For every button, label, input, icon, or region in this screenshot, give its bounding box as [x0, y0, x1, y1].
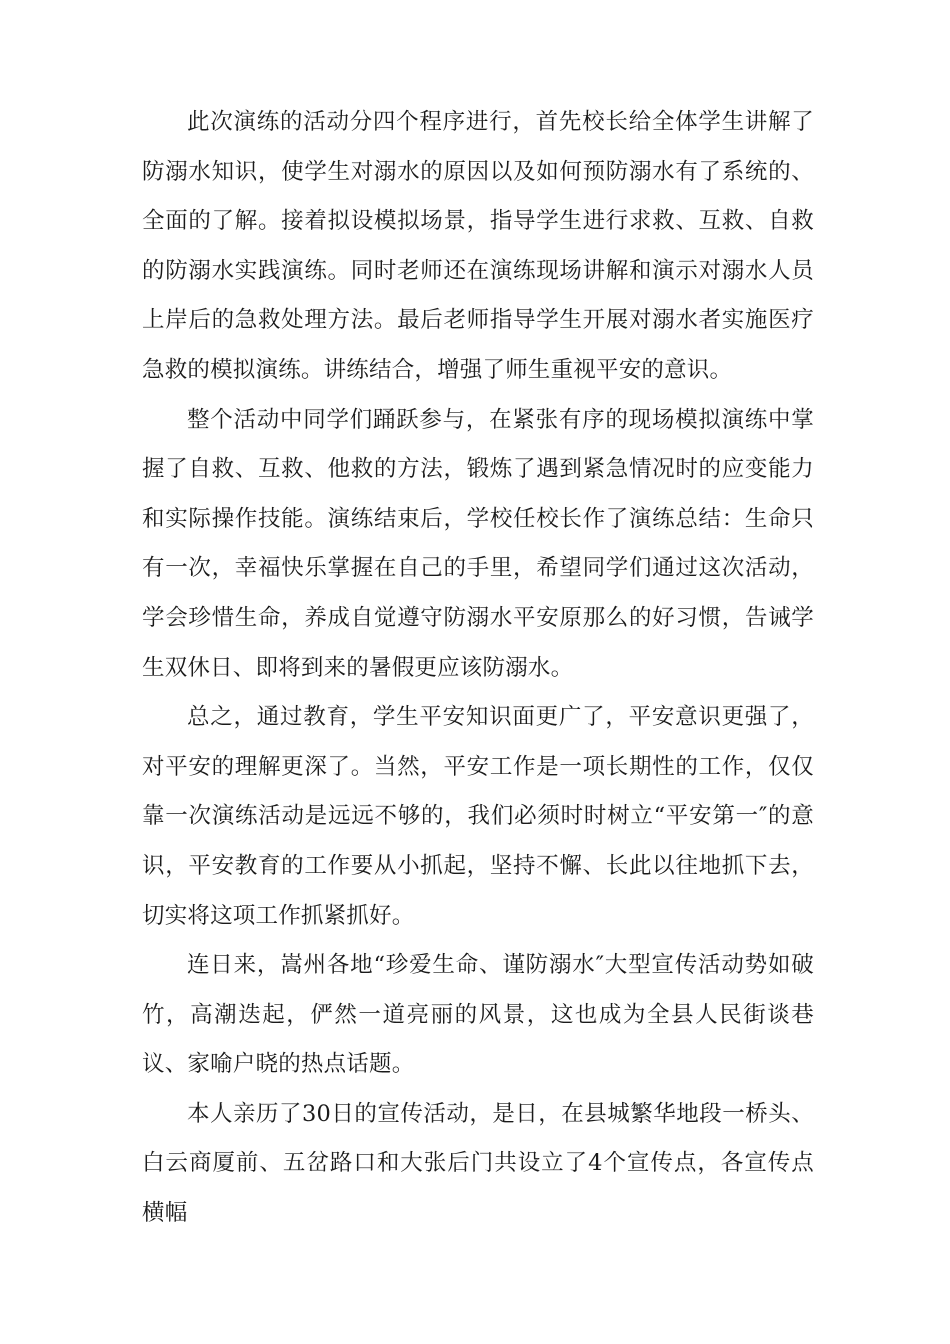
- paragraph-personal-experience: 本人亲历了30日的宣传活动，是日，在县城繁华地段一桥头、白云商厦前、五岔路口和大张后门共设立了4个宣传点，各宣传点横幅: [142, 1100, 814, 1227]
- paragraph-drill-procedure: 此次演练的活动分四个程序进行，首先校长给全体学生讲解了防溺水知识，使学生对溺水的原因以及如何预防溺水有了系统的、全面的了解。接着拟设模拟场景，指导学生进行求救、互救、自救的防溺水实践演练。同时老师还在演练现场讲解和演示对溺水人员上岸后的急救处理方法。最后老师指导学生开展对溺水者实施医疗急救的模拟演练。讲练结合，增强了师生重视平安的意识。: [142, 109, 814, 383]
- document-body: [142, 98, 814, 1239]
- paragraph-student-participation: 整个活动中同学们踊跃参与，在紧张有序的现场模拟演练中掌握了自救、互救、他救的方法，锻炼了遇到紧急情况时的应变能力和实际操作技能。演练结束后，学校任校长作了演练总结：生命只有一次，幸福快乐掌握在自己的手里，希望同学们通过这次活动，学会珍惜生命，养成自觉遵守防溺水平安原那么的好习惯，告诫学生双休日、即将到来的暑假更应该防溺水。: [142, 406, 814, 681]
- paragraph-campaign-overview: 连日来，嵩州各地“珍爱生命、谨防溺水″大型宣传活动势如破竹，高潮迭起，俨然一道亮丽的风景，这也成为全县人民街谈巷议、家喻户晓的热点话题。: [142, 952, 814, 1078]
- paragraph-conclusion: 总之，通过教育，学生平安知识面更广了，平安意识更强了，对平安的理解更深了。当然，平安工作是一项长期性的工作，仅仅靠一次演练活动是远远不够的，我们必须时时树立“平安第一″的意识，平安教育的工作要从小抓起，坚持不懈、长此以往地抓下去，切实将这项工作抓紧抓好。: [142, 704, 814, 929]
